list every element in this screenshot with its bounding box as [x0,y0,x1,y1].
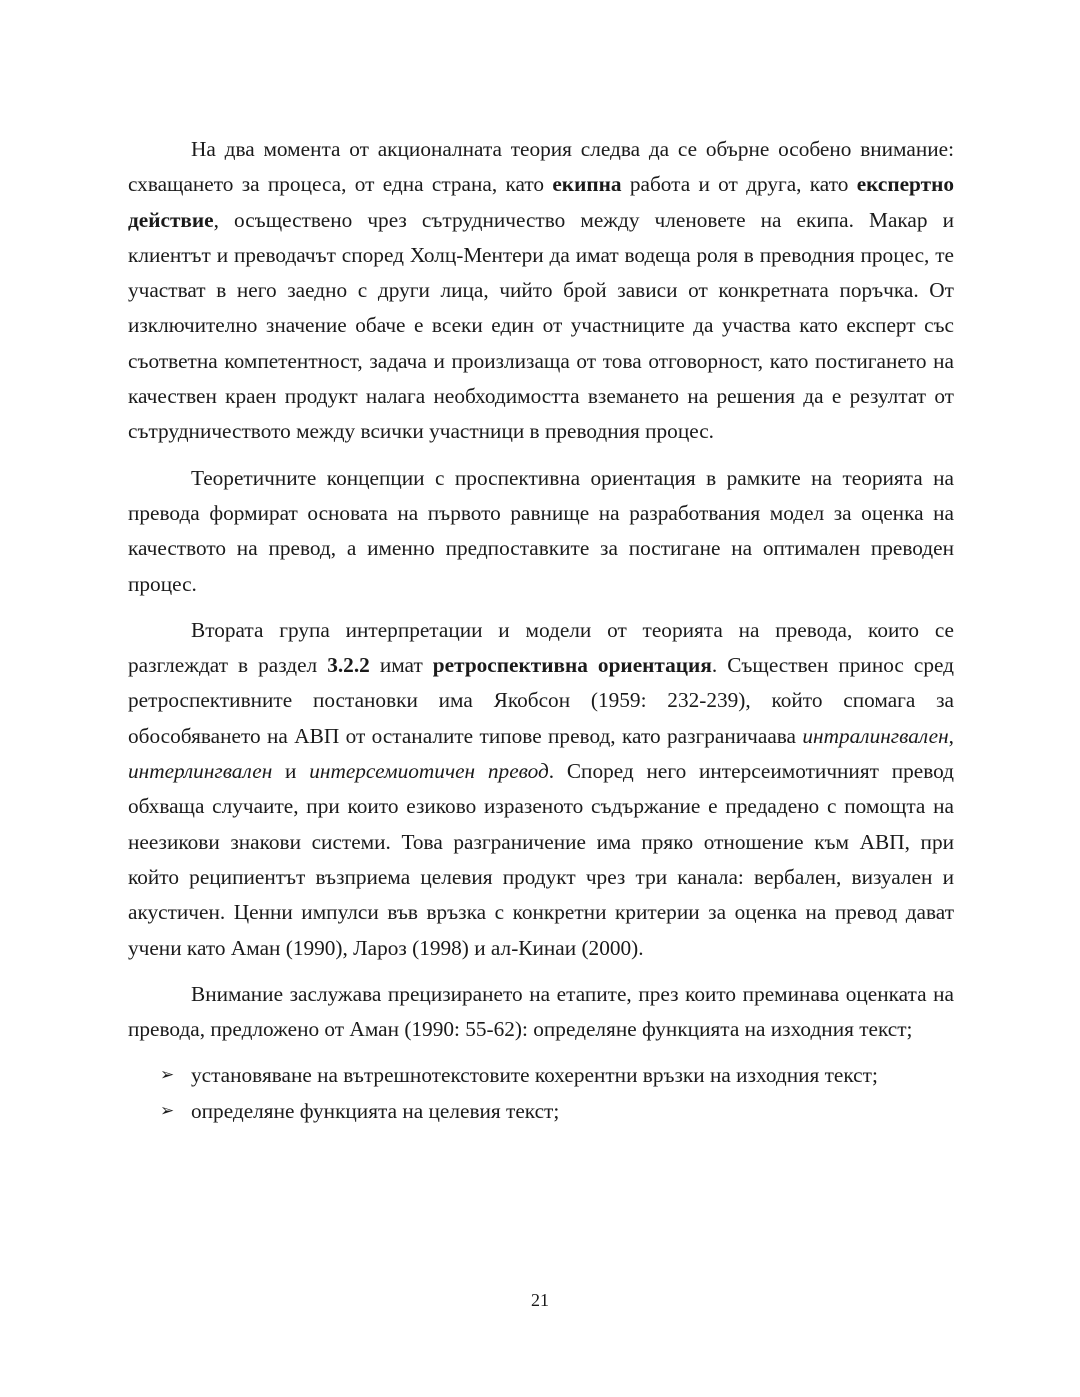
text-run: , осъществено чрез сътрудничество между членовете на екипа. Макар и клиентът и преводачът според Холц-Ментери да имат водеща роля в преводния процес, те участват в него заедно с други лица, чийто брой зависи от конкретната поръчка. От изключително значение обаче е всеки един от участниците да участва като експерт със съответна компетентност, задача и произлизаща от това отговорност, като постигането на качествен краен продукт налага необходимостта вземането на решения да е резултат от сътрудничеството между всички участници в преводния процес. [128,207,954,444]
bullet-list [128,1058,954,1129]
body-text [128,132,954,1047]
text-run: и [272,759,310,784]
italic-term: интралингвален [802,723,949,748]
bold-term: 3.2.2 [327,653,370,678]
page-number: 21 [531,1290,549,1310]
text-run: . Съществен принос сред ретроспективните постановки има Якобсон (1959: 232-239), който спомага за обособяването на АВП от останалите типове превод, като разграничаава [128,653,954,748]
text-run: Втората група интерпретации и модели от теорията на превода, които се разглеждат в раздел [128,617,954,678]
arrow-bullet-icon: ➢ [160,1100,175,1121]
paragraph [128,977,954,1048]
paragraph [128,461,954,602]
italic-term: интерсемиотичен превод [309,759,549,784]
paragraph [128,132,954,450]
text-run: , [948,723,954,748]
bold-term: експертно действие [128,172,954,232]
document-page [128,132,954,1129]
list-item [128,1058,954,1093]
list-item [128,1094,954,1129]
italic-term: интерлингвален [128,759,273,784]
text-run: Внимание заслужава прецизирането на етапите, през които преминава оценката на превода, предложено от Аман (1990: 55-62): определяне функцията на изходния текст; [128,981,954,1042]
list-item-text: установяване на вътрешнотекстовите кохерентни връзки на изходния текст; [191,1063,878,1088]
text-run: работа и от друга, като [621,172,857,197]
text-run: На два момента от акционалната теория следва да се обърне особено внимание: схващането за процеса, от една страна, като [128,137,954,197]
arrow-bullet-icon: ➢ [160,1065,175,1086]
text-run: имат [369,653,433,678]
paragraph [128,613,954,966]
bold-term: ретроспективна ориентация [432,653,712,678]
text-run: . Според него интерсеимотичният превод обхваща случаите, при които езиково изразеното съдържание е предадено с помощта на неезикови знакови системи. Това разграничение има пряко отношение към АВП, при който реципиентът възприема целевия продукт чрез три канала: вербален, визуален и акустичен. Ценни импулси във връзка с конкретни критерии за оценка на превод дават учени като Аман (1990), Лароз (1998) и ал-Кинаи (2000). [128,759,954,960]
list-item-text: определяне функцията на целевия текст; [191,1098,560,1123]
bold-term: екипна [552,172,622,197]
text-run: Теоретичните концепции с проспективна ориентация в рамките на теорията на превода формират основата на първото равнище на разработвания модел за оценка на качеството на превод, а именно предпоставките за постигане на оптимален преводен процес. [128,465,954,596]
